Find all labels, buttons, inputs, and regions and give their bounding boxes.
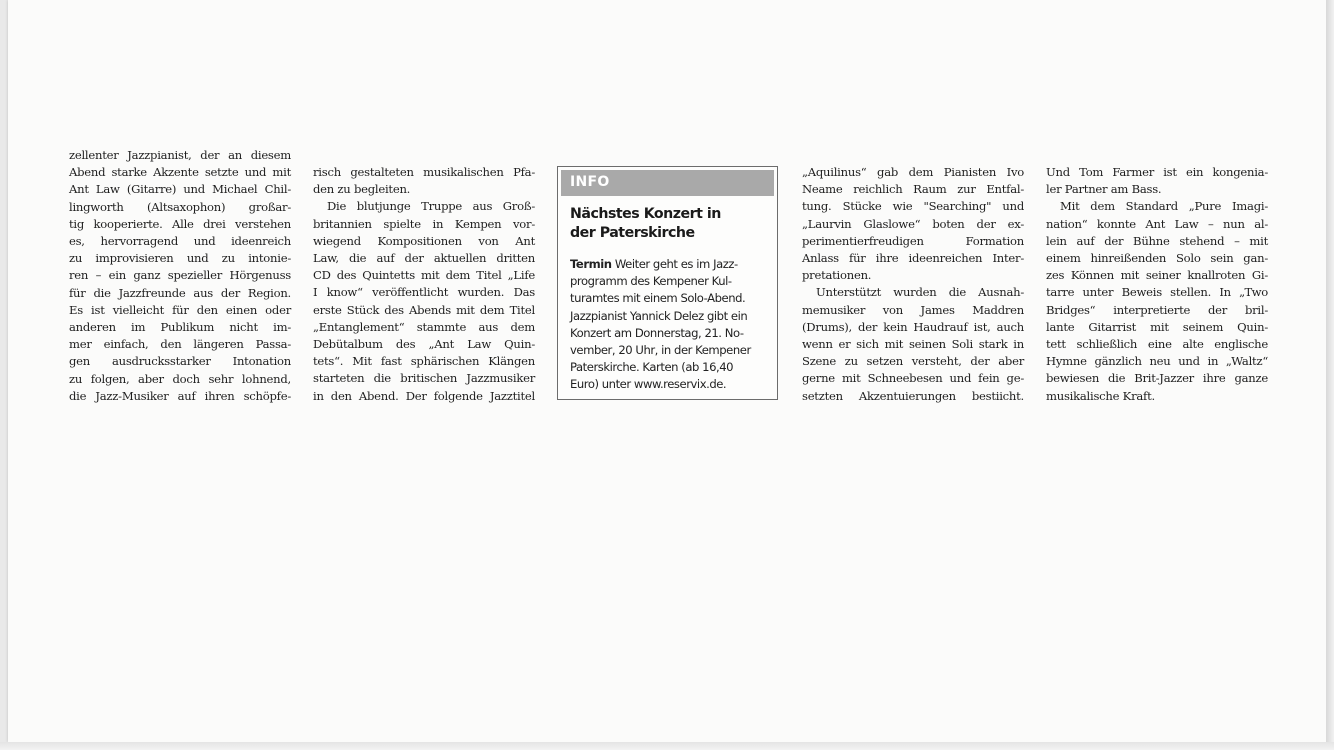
text-line: anderen im Publikum nicht im- bbox=[69, 320, 291, 335]
text-line: Unterstützt wurden die Ausnah- bbox=[816, 285, 1024, 300]
text-line: CD des Quintetts mit dem Titel „Life bbox=[313, 268, 535, 283]
article-column-1 bbox=[69, 147, 291, 405]
text-line: gerne mit Schneebesen und fein ge- bbox=[802, 371, 1024, 386]
text-line: es, hervorragend und ideenreich bbox=[69, 234, 291, 249]
article-column-2 bbox=[313, 164, 535, 405]
text-line: gen ausdrucksstarker Intonation bbox=[69, 354, 291, 369]
text-line: perimentierfreudigen Formation bbox=[802, 233, 1024, 248]
text-line: erste Stück des Abends mit dem Titel bbox=[313, 302, 535, 317]
text-line: Szene zu setzen versteht, der aber bbox=[802, 354, 1024, 369]
text-line: Ant Law (Gitarre) und Michael Chil- bbox=[69, 182, 291, 197]
info-label: INFO bbox=[570, 174, 610, 190]
text-line: wenn er sich mit seinen Soli stark in bbox=[802, 337, 1024, 352]
info-banner bbox=[561, 170, 774, 196]
text-line: setzten Akzentuierungen bestiicht. bbox=[802, 388, 1024, 403]
text-line: Debütalbum des „Ant Law Quin- bbox=[313, 337, 535, 352]
text-line: zellenter Jazzpianist, der an diesem bbox=[69, 148, 291, 162]
text-line: britannien spielte in Kempen vor- bbox=[313, 216, 535, 231]
text-line: zes Können mit seiner knallroten Gi- bbox=[1046, 268, 1268, 283]
text-line: lein auf der Bühne stehend – mit bbox=[1046, 233, 1268, 248]
text-line: für die Jazzfreunde aus der Region. bbox=[69, 285, 291, 300]
text-line: ren – ein ganz spezieller Hörgenuss bbox=[69, 268, 291, 283]
info-body-line: Jazzpianist Yannick Delez gibt ein bbox=[570, 308, 748, 323]
text-line: (Drums), der kein Haudrauf ist, auch bbox=[802, 319, 1024, 334]
text-line: bewiesen die Brit-Jazzer ihre ganze bbox=[1046, 371, 1268, 386]
text-line: Hymne gänzlich neu und in „Waltz“ bbox=[1046, 354, 1268, 369]
info-body-line: Euro) unter www.reservix.de. bbox=[570, 377, 727, 392]
text-line: wiegend Kompositionen von Ant bbox=[313, 233, 535, 248]
info-title-line: der Paterskirche bbox=[570, 225, 695, 241]
text-line: tett schließlich eine alte englische bbox=[1046, 337, 1268, 352]
info-body-line: vember, 20 Uhr, in der Kempener bbox=[570, 343, 751, 358]
text-line: tung. Stücke wie "Searching" und bbox=[802, 199, 1024, 214]
text-line: in den Abend. Der folgende Jazztitel bbox=[313, 388, 535, 403]
text-line: Neame reichlich Raum zur Entfal- bbox=[802, 182, 1024, 197]
info-body-line: Weiter geht es im Jazz- bbox=[614, 257, 738, 271]
text-line: zu folgen, aber doch sehr lohnend, bbox=[69, 371, 291, 386]
article-column-4 bbox=[802, 164, 1024, 405]
info-lead: Termin bbox=[570, 257, 612, 271]
text-line: „Laurvin Glaslowe“ boten der ex- bbox=[802, 216, 1024, 231]
page-edge-right bbox=[1326, 0, 1334, 750]
text-line: nation“ konnte Ant Law – nun al- bbox=[1046, 216, 1268, 231]
text-line: Die blutjunge Truppe aus Groß- bbox=[327, 199, 535, 214]
text-line: starteten die britischen Jazzmusiker bbox=[313, 371, 535, 386]
text-line: musikalische Kraft. bbox=[1046, 388, 1155, 403]
text-line: risch gestalteten musikalischen Pfa- bbox=[313, 165, 535, 179]
info-title bbox=[570, 205, 770, 243]
info-body-line: programm des Kempener Kul- bbox=[570, 274, 732, 289]
text-line: I know“ veröffentlicht wurden. Das bbox=[313, 285, 535, 300]
info-title-line: Nächstes Konzert in bbox=[570, 206, 721, 222]
text-line: tets“. Mit fast sphärischen Klängen bbox=[313, 354, 535, 369]
text-line: Law, die auf der aktuellen dritten bbox=[313, 251, 535, 266]
text-line: Abend starke Akzente setzte und mit bbox=[69, 165, 291, 180]
info-body-line: Konzert am Donnerstag, 21. No- bbox=[570, 325, 744, 340]
text-line: „Aquilinus“ gab dem Pianisten Ivo bbox=[802, 165, 1024, 179]
text-line: pretationen. bbox=[802, 268, 872, 283]
text-line: Und Tom Farmer ist ein kongenia- bbox=[1046, 165, 1268, 179]
article-column-5 bbox=[1046, 164, 1268, 405]
text-line: den zu begleiten. bbox=[313, 182, 411, 197]
info-body-line: turamtes mit einem Solo-Abend. bbox=[570, 291, 746, 306]
info-box bbox=[557, 166, 778, 400]
text-line: „Entanglement“ stammte aus dem bbox=[313, 319, 535, 334]
info-body-line: Paterskirche. Karten (ab 16,40 bbox=[570, 360, 734, 375]
text-line: zu improvisieren und zu intonie- bbox=[69, 251, 291, 266]
text-line: Bridges“ interpretierte der bril- bbox=[1046, 302, 1268, 317]
text-line: Es ist vielleicht für den einen oder bbox=[69, 302, 291, 317]
page-edge-bottom bbox=[0, 742, 1334, 750]
text-line: die Jazz-Musiker auf ihren schöpfe- bbox=[69, 388, 291, 403]
text-line: tarre unter Beweis stellen. In „Two bbox=[1046, 285, 1268, 300]
text-line: tig kooperierte. Alle drei verstehen bbox=[69, 216, 291, 231]
text-line: memusiker von James Maddren bbox=[802, 302, 1024, 317]
text-line: mer einfach, den längeren Passa- bbox=[69, 337, 291, 352]
text-line: Anlass für ihre ideenreichen Inter- bbox=[802, 251, 1024, 266]
info-body bbox=[570, 256, 775, 394]
text-line: Mit dem Standard „Pure Imagi- bbox=[1060, 199, 1268, 214]
text-line: ler Partner am Bass. bbox=[1046, 182, 1162, 197]
text-line: einem hinreißenden Solo sein gan- bbox=[1046, 251, 1268, 266]
text-line: lingworth (Altsaxophon) großar- bbox=[69, 199, 291, 214]
text-line: lante Gitarrist mit seinem Quin- bbox=[1046, 319, 1268, 334]
